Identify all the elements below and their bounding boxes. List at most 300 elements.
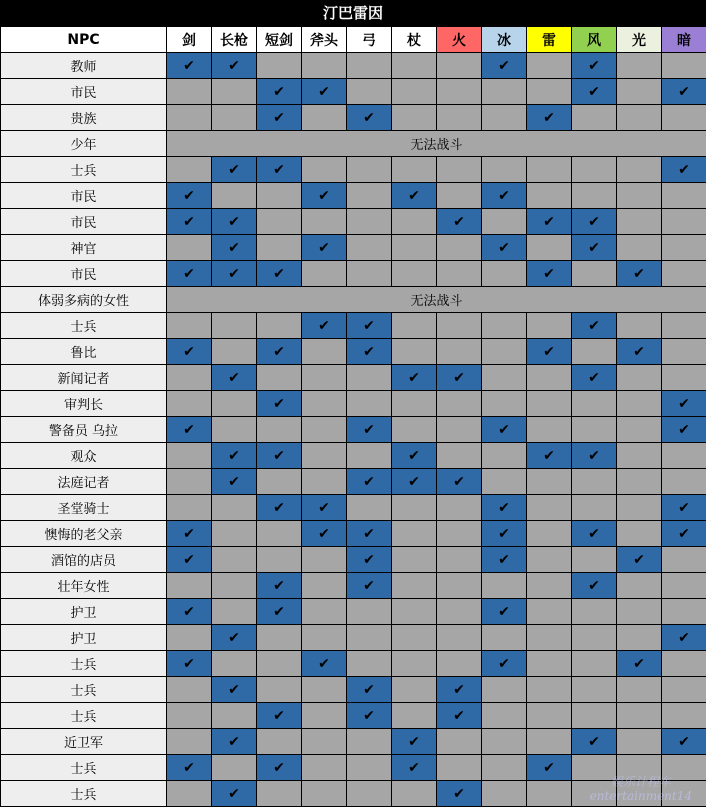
cannot-fight-cell: 无法战斗 [167, 131, 706, 157]
check-icon: ✔ [363, 577, 375, 594]
check-icon: ✔ [678, 421, 690, 438]
check-icon: ✔ [633, 551, 645, 568]
check-icon: ✔ [183, 213, 195, 230]
check-icon: ✔ [318, 525, 330, 542]
npc-name: 市民 [1, 79, 167, 105]
check-cell [257, 105, 302, 131]
empty-cell [167, 443, 212, 469]
empty-cell [482, 755, 527, 781]
empty-cell [167, 469, 212, 495]
empty-cell [527, 677, 572, 703]
check-icon: ✔ [588, 239, 600, 256]
check-icon: ✔ [318, 239, 330, 256]
check-cell [167, 521, 212, 547]
check-cell [167, 547, 212, 573]
check-cell [437, 703, 482, 729]
check-icon: ✔ [363, 421, 375, 438]
empty-cell [167, 313, 212, 339]
empty-cell [662, 339, 706, 365]
check-icon: ✔ [183, 603, 195, 620]
check-icon: ✔ [588, 525, 600, 542]
check-cell [167, 599, 212, 625]
check-cell [527, 339, 572, 365]
check-icon: ✔ [363, 343, 375, 360]
empty-cell [212, 495, 257, 521]
empty-cell [257, 677, 302, 703]
check-icon: ✔ [183, 265, 195, 282]
empty-cell [482, 209, 527, 235]
empty-cell [167, 703, 212, 729]
check-cell [662, 521, 706, 547]
check-cell [572, 365, 617, 391]
empty-cell [572, 469, 617, 495]
watermark-cn: 娱乐计程车 [610, 775, 671, 789]
empty-cell [257, 729, 302, 755]
check-icon: ✔ [183, 421, 195, 438]
empty-cell [257, 53, 302, 79]
check-cell [662, 495, 706, 521]
empty-cell [437, 729, 482, 755]
check-icon: ✔ [408, 733, 420, 750]
empty-cell [392, 599, 437, 625]
check-icon: ✔ [453, 473, 465, 490]
npc-name: 近卫军 [1, 729, 167, 755]
check-icon: ✔ [408, 473, 420, 490]
empty-cell [257, 365, 302, 391]
empty-cell [617, 183, 662, 209]
check-cell [392, 755, 437, 781]
check-icon: ✔ [588, 57, 600, 74]
empty-cell [572, 391, 617, 417]
column-header-2: 长枪 [212, 27, 257, 53]
empty-cell [212, 339, 257, 365]
empty-cell [662, 703, 706, 729]
empty-cell [392, 573, 437, 599]
check-icon: ✔ [543, 447, 555, 464]
check-icon: ✔ [498, 187, 510, 204]
npc-name: 酒馆的店员 [1, 547, 167, 573]
check-cell [167, 755, 212, 781]
empty-cell [302, 599, 347, 625]
empty-cell [662, 781, 706, 807]
empty-cell [617, 677, 662, 703]
empty-cell [662, 105, 706, 131]
check-cell [347, 105, 392, 131]
table-row [1, 573, 706, 599]
empty-cell [437, 183, 482, 209]
table-row [1, 183, 706, 209]
check-cell [347, 339, 392, 365]
empty-cell [167, 391, 212, 417]
empty-cell [482, 729, 527, 755]
empty-cell [347, 625, 392, 651]
empty-cell [302, 339, 347, 365]
check-cell [302, 313, 347, 339]
table-row [1, 521, 706, 547]
empty-cell [617, 443, 662, 469]
empty-cell [347, 599, 392, 625]
table-row [1, 729, 706, 755]
empty-cell [302, 469, 347, 495]
check-cell [482, 547, 527, 573]
empty-cell [257, 547, 302, 573]
table-row [1, 391, 706, 417]
empty-cell [482, 443, 527, 469]
empty-cell [347, 365, 392, 391]
check-cell [257, 339, 302, 365]
table-row [1, 105, 706, 131]
empty-cell [347, 209, 392, 235]
check-cell [212, 157, 257, 183]
empty-cell [257, 521, 302, 547]
empty-cell [482, 105, 527, 131]
npc-name: 少年 [1, 131, 167, 157]
npc-name: 新闻记者 [1, 365, 167, 391]
empty-cell [392, 391, 437, 417]
check-cell [572, 235, 617, 261]
empty-cell [572, 651, 617, 677]
check-cell [482, 53, 527, 79]
check-cell [392, 729, 437, 755]
npc-name: 士兵 [1, 703, 167, 729]
column-header-12: 暗 [662, 27, 706, 53]
check-icon: ✔ [588, 213, 600, 230]
empty-cell [572, 417, 617, 443]
npc-name: 士兵 [1, 755, 167, 781]
empty-cell [302, 391, 347, 417]
check-icon: ✔ [273, 759, 285, 776]
empty-cell [662, 209, 706, 235]
check-cell [347, 703, 392, 729]
empty-cell [527, 521, 572, 547]
empty-cell [482, 469, 527, 495]
empty-cell [257, 781, 302, 807]
npc-weapon-table [0, 26, 706, 807]
empty-cell [392, 313, 437, 339]
check-cell [212, 781, 257, 807]
empty-cell [527, 729, 572, 755]
empty-cell [662, 599, 706, 625]
check-icon: ✔ [408, 447, 420, 464]
column-header-1: 剑 [167, 27, 212, 53]
check-cell [437, 677, 482, 703]
empty-cell [527, 365, 572, 391]
column-header-npc: NPC [1, 27, 167, 53]
empty-cell [527, 703, 572, 729]
empty-cell [572, 157, 617, 183]
check-cell [662, 625, 706, 651]
check-cell [212, 235, 257, 261]
empty-cell [212, 183, 257, 209]
check-icon: ✔ [678, 499, 690, 516]
empty-cell [212, 599, 257, 625]
empty-cell [617, 235, 662, 261]
npc-name: 审判长 [1, 391, 167, 417]
empty-cell [392, 79, 437, 105]
check-cell [572, 573, 617, 599]
check-icon: ✔ [453, 369, 465, 386]
empty-cell [437, 599, 482, 625]
column-header-5: 弓 [347, 27, 392, 53]
empty-cell [527, 417, 572, 443]
check-cell [167, 417, 212, 443]
check-cell [257, 573, 302, 599]
check-cell [617, 261, 662, 287]
check-icon: ✔ [318, 655, 330, 672]
check-cell [302, 495, 347, 521]
check-cell [527, 105, 572, 131]
check-cell [572, 79, 617, 105]
npc-name: 士兵 [1, 313, 167, 339]
empty-cell [302, 677, 347, 703]
empty-cell [347, 391, 392, 417]
check-icon: ✔ [228, 265, 240, 282]
empty-cell [212, 79, 257, 105]
empty-cell [617, 391, 662, 417]
table-title: 汀巴雷因 [0, 0, 706, 26]
empty-cell [437, 755, 482, 781]
check-icon: ✔ [273, 395, 285, 412]
table-row [1, 365, 706, 391]
check-icon: ✔ [228, 369, 240, 386]
empty-cell [527, 391, 572, 417]
empty-cell [212, 417, 257, 443]
check-cell [347, 521, 392, 547]
empty-cell [392, 781, 437, 807]
check-cell [527, 755, 572, 781]
empty-cell [437, 261, 482, 287]
check-cell [167, 339, 212, 365]
check-cell [257, 755, 302, 781]
check-icon: ✔ [228, 57, 240, 74]
table-row [1, 157, 706, 183]
check-icon: ✔ [543, 343, 555, 360]
empty-cell [482, 313, 527, 339]
empty-cell [437, 313, 482, 339]
check-icon: ✔ [363, 681, 375, 698]
column-header-8: 冰 [482, 27, 527, 53]
empty-cell [482, 339, 527, 365]
empty-cell [662, 183, 706, 209]
npc-name: 护卫 [1, 625, 167, 651]
empty-cell [212, 521, 257, 547]
npc-name: 士兵 [1, 157, 167, 183]
check-icon: ✔ [453, 681, 465, 698]
check-cell [257, 443, 302, 469]
check-cell [257, 79, 302, 105]
check-cell [257, 599, 302, 625]
check-icon: ✔ [678, 629, 690, 646]
check-cell [482, 521, 527, 547]
check-icon: ✔ [273, 447, 285, 464]
empty-cell [437, 235, 482, 261]
empty-cell [482, 79, 527, 105]
empty-cell [347, 495, 392, 521]
npc-name: 士兵 [1, 651, 167, 677]
check-icon: ✔ [183, 655, 195, 672]
check-icon: ✔ [273, 499, 285, 516]
empty-cell [527, 79, 572, 105]
table-row [1, 417, 706, 443]
empty-cell [212, 313, 257, 339]
check-icon: ✔ [543, 265, 555, 282]
empty-cell [302, 209, 347, 235]
empty-cell [302, 53, 347, 79]
empty-cell [302, 729, 347, 755]
empty-cell [347, 79, 392, 105]
empty-cell [617, 469, 662, 495]
empty-cell [167, 105, 212, 131]
empty-cell [617, 729, 662, 755]
empty-cell [527, 573, 572, 599]
check-icon: ✔ [183, 57, 195, 74]
empty-cell [257, 651, 302, 677]
empty-cell [212, 391, 257, 417]
watermark-en: entertainment14 [589, 789, 692, 803]
table-row [1, 469, 706, 495]
check-cell [212, 365, 257, 391]
empty-cell [617, 79, 662, 105]
npc-name: 护卫 [1, 599, 167, 625]
column-header-10: 风 [572, 27, 617, 53]
empty-cell [572, 495, 617, 521]
check-icon: ✔ [183, 551, 195, 568]
empty-cell [527, 781, 572, 807]
check-icon: ✔ [588, 733, 600, 750]
empty-cell [437, 105, 482, 131]
check-cell [212, 677, 257, 703]
empty-cell [212, 573, 257, 599]
empty-cell [392, 625, 437, 651]
empty-cell [302, 105, 347, 131]
check-cell [167, 183, 212, 209]
cannot-fight-cell: 无法战斗 [167, 287, 706, 313]
empty-cell [302, 625, 347, 651]
empty-cell [347, 651, 392, 677]
empty-cell [662, 573, 706, 599]
check-cell [662, 417, 706, 443]
check-icon: ✔ [363, 473, 375, 490]
empty-cell [437, 443, 482, 469]
empty-cell [617, 313, 662, 339]
npc-name: 贵族 [1, 105, 167, 131]
check-icon: ✔ [408, 187, 420, 204]
check-cell [617, 651, 662, 677]
empty-cell [662, 651, 706, 677]
table-row [1, 131, 706, 157]
check-icon: ✔ [453, 785, 465, 802]
check-icon: ✔ [363, 317, 375, 334]
empty-cell [257, 235, 302, 261]
check-icon: ✔ [633, 265, 645, 282]
empty-cell [347, 755, 392, 781]
check-icon: ✔ [678, 525, 690, 542]
check-cell [572, 521, 617, 547]
empty-cell [527, 599, 572, 625]
empty-cell [527, 547, 572, 573]
check-icon: ✔ [543, 213, 555, 230]
check-cell [617, 339, 662, 365]
check-cell [527, 261, 572, 287]
empty-cell [257, 417, 302, 443]
check-cell [527, 209, 572, 235]
empty-cell [392, 105, 437, 131]
empty-cell [662, 755, 706, 781]
check-icon: ✔ [228, 239, 240, 256]
check-cell [662, 157, 706, 183]
check-cell [257, 495, 302, 521]
table-row [1, 209, 706, 235]
check-icon: ✔ [183, 525, 195, 542]
check-cell [302, 651, 347, 677]
check-icon: ✔ [183, 759, 195, 776]
empty-cell [212, 755, 257, 781]
empty-cell [392, 209, 437, 235]
check-icon: ✔ [318, 499, 330, 516]
empty-cell [572, 261, 617, 287]
check-icon: ✔ [588, 577, 600, 594]
check-icon: ✔ [228, 733, 240, 750]
empty-cell [347, 53, 392, 79]
empty-cell [302, 781, 347, 807]
column-header-6: 杖 [392, 27, 437, 53]
check-icon: ✔ [498, 239, 510, 256]
empty-cell [437, 625, 482, 651]
check-icon: ✔ [408, 759, 420, 776]
npc-name: 警备员 乌拉 [1, 417, 167, 443]
column-header-9: 雷 [527, 27, 572, 53]
empty-cell [482, 157, 527, 183]
empty-cell [302, 365, 347, 391]
check-cell [392, 469, 437, 495]
empty-cell [482, 677, 527, 703]
check-icon: ✔ [228, 473, 240, 490]
check-icon: ✔ [678, 733, 690, 750]
npc-name: 士兵 [1, 677, 167, 703]
empty-cell [437, 521, 482, 547]
empty-cell [257, 469, 302, 495]
empty-cell [302, 755, 347, 781]
empty-cell [617, 157, 662, 183]
check-cell [572, 443, 617, 469]
check-icon: ✔ [228, 629, 240, 646]
empty-cell [482, 781, 527, 807]
empty-cell [392, 235, 437, 261]
check-cell [257, 157, 302, 183]
empty-cell [617, 105, 662, 131]
empty-cell [662, 547, 706, 573]
check-icon: ✔ [273, 343, 285, 360]
empty-cell [302, 157, 347, 183]
check-cell [212, 469, 257, 495]
empty-cell [437, 495, 482, 521]
check-cell [212, 625, 257, 651]
empty-cell [572, 755, 617, 781]
npc-name: 市民 [1, 261, 167, 287]
check-icon: ✔ [588, 369, 600, 386]
empty-cell [257, 313, 302, 339]
check-icon: ✔ [273, 577, 285, 594]
check-icon: ✔ [588, 83, 600, 100]
empty-cell [527, 157, 572, 183]
empty-cell [347, 781, 392, 807]
empty-cell [572, 339, 617, 365]
empty-cell [302, 573, 347, 599]
check-icon: ✔ [228, 161, 240, 178]
check-icon: ✔ [273, 707, 285, 724]
empty-cell [167, 157, 212, 183]
column-header-4: 斧头 [302, 27, 347, 53]
